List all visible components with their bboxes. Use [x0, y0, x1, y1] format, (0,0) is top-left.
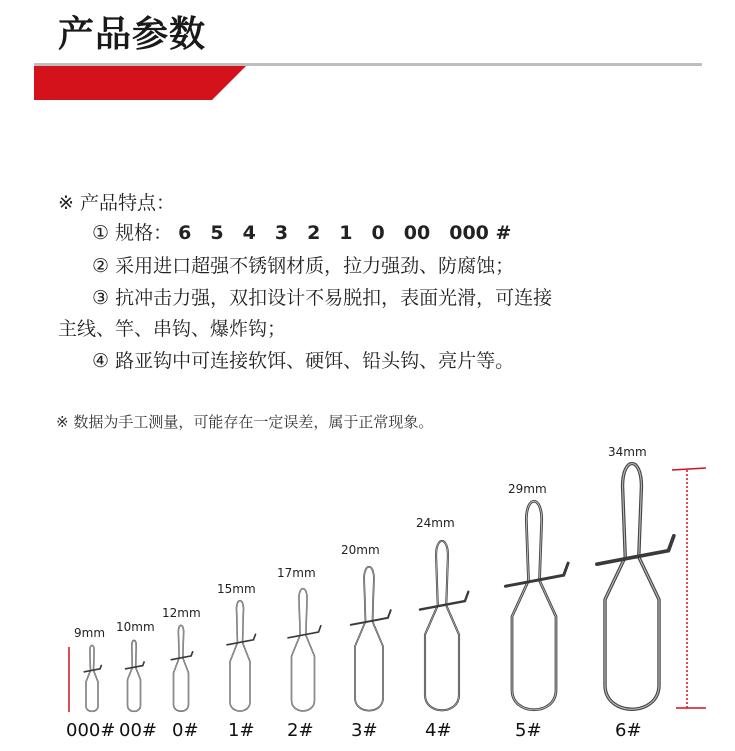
size-label: 9mm: [74, 626, 106, 640]
page-title: 产品参数: [58, 14, 207, 55]
size-label: 29mm: [508, 482, 547, 496]
snap-clip-latch: [351, 610, 391, 625]
size-label: 24mm: [416, 516, 455, 530]
snap-clip: [355, 567, 383, 711]
snap-clip-latch: [597, 536, 674, 564]
snap-clip-highlight: [425, 541, 459, 710]
item-number: 4#: [425, 720, 452, 741]
feature-line-2: ② 采用进口超强不锈钢材质，拉力强劲、防腐蚀；: [92, 255, 515, 277]
snap-clip: [174, 625, 189, 711]
snap-clip: [230, 601, 250, 711]
snap-clip-highlight: [512, 501, 556, 710]
snap-clip-latch: [171, 652, 192, 660]
size-label: 20mm: [341, 543, 380, 557]
spec-prefix: ① 规格：: [92, 222, 173, 244]
snap-clip-latch: [420, 592, 468, 610]
snap-clip-latch: [84, 666, 101, 672]
size-label: 17mm: [277, 566, 316, 580]
snap-clip-latch: [505, 563, 568, 586]
spec-value: 000 #: [449, 222, 512, 244]
spec-value: 5: [210, 222, 224, 244]
size-label: 15mm: [217, 582, 256, 596]
spec-value: 00: [403, 222, 431, 244]
size-label: 10mm: [116, 620, 155, 634]
snap-clip: [512, 501, 556, 710]
item-number: 000#: [66, 720, 116, 741]
item-number: 6#: [615, 720, 642, 741]
item-number: 3#: [351, 720, 378, 741]
feature-line-3a: ③ 抗冲击力强，双扣设计不易脱扣，表面光滑，可连接: [92, 287, 553, 309]
spec-value: 6: [178, 222, 192, 244]
snap-clip: [425, 541, 459, 710]
item-number: 2#: [287, 720, 314, 741]
snap-clip: [605, 464, 659, 710]
snap-clip: [292, 589, 315, 711]
feature-line-3b: 主线、竿、串钩、爆炸钩；: [58, 318, 287, 340]
snap-clip: [86, 645, 98, 711]
spec-value: 2: [307, 222, 321, 244]
item-number: 00#: [119, 720, 157, 741]
size-label: 12mm: [162, 606, 201, 620]
spec-value: 0: [371, 222, 385, 244]
snap-clip-latch: [288, 626, 321, 638]
size-label: 34mm: [608, 445, 647, 459]
item-number: 0#: [172, 720, 199, 741]
spec-value: 1: [339, 222, 353, 244]
item-number: 1#: [228, 720, 255, 741]
features-heading: ※ 产品特点：: [58, 192, 175, 214]
measurement-note: ※ 数据为手工测量，可能存在一定误差，属于正常现象。: [56, 413, 434, 431]
snap-clip-highlight: [355, 567, 383, 711]
spec-value: 4: [242, 222, 256, 244]
spec-value: 3: [274, 222, 289, 244]
snap-clip: [128, 640, 141, 711]
snap-clip-latch: [126, 662, 145, 669]
snap-clip-latch: [227, 634, 256, 645]
feature-line-4: ④ 路亚钩中可连接软饵、硬饵、铅头钩、亮片等。: [92, 350, 515, 372]
item-number: 5#: [515, 720, 542, 741]
